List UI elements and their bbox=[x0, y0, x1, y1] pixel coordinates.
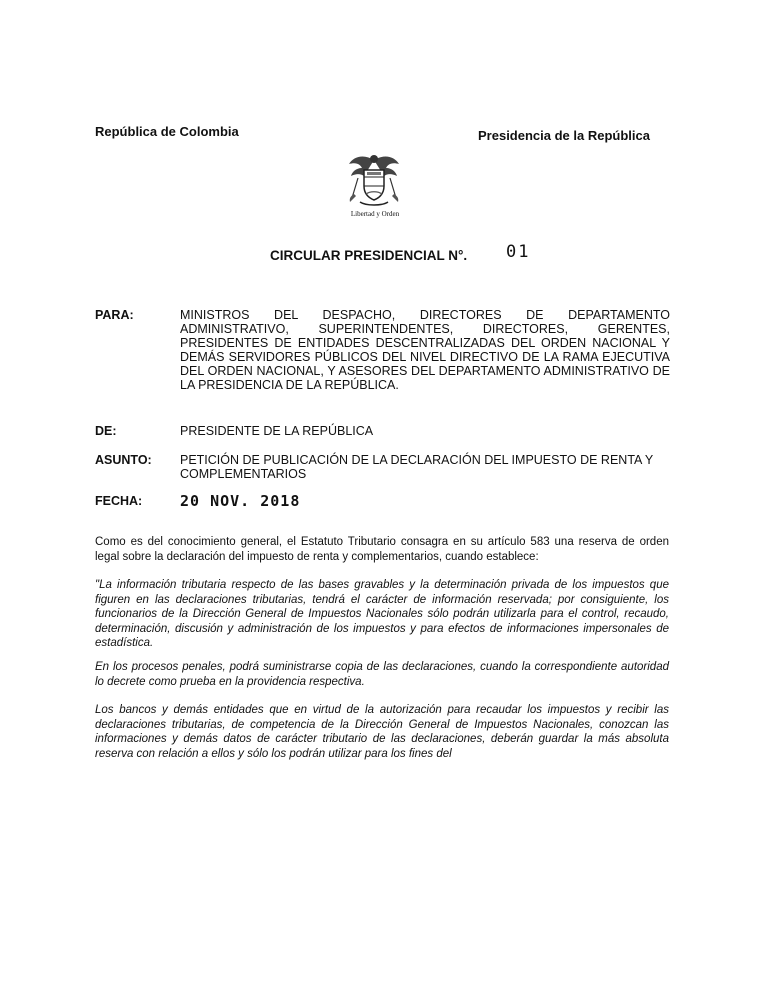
fecha-label: FECHA: bbox=[95, 494, 143, 508]
asunto-label: ASUNTO: bbox=[95, 453, 152, 467]
de-value: PRESIDENTE DE LA REPÚBLICA bbox=[180, 424, 374, 438]
circular-number: 01 bbox=[506, 242, 531, 262]
body-paragraph-intro: Como es del conocimiento general, el Estatuto Tributario consagra en su artículo 583 una reserva de orden legal sobre la declaración del impuesto de renta y complementarios, cuando establece: bbox=[95, 536, 669, 563]
de-label: DE: bbox=[95, 424, 117, 438]
body-paragraph-quote-1: "La información tributaria respecto de las bases gravables y la determinación privada de los impuestos que figuren en las declaraciones tributarias, tendrá el carácter de información reservada; por consiguiente, los funcionarios de la Dirección General de Impuestos Nacionales sólo podrán utilizarla para el control, recaudo, determinación, discusión y administración de los impuestos y para efectos de informaciones impersonales de estadística. bbox=[95, 579, 669, 649]
para-label: PARA: bbox=[95, 308, 134, 322]
seal-motto: Libertad y Orden bbox=[350, 210, 400, 218]
body-paragraph-quote-3: Los bancos y demás entidades que en virtud de la autorización para recaudar los impuestos y recibir las declaraciones tributarias, de competencia de la Dirección General de Impuestos Nacionales, conozcan las informaciones y demás datos de carácter tributario de las declaraciones, deberán guardar la más absoluta reserva con relación a ellos y sólo los podrán utilizar para los fines del bbox=[95, 704, 669, 760]
body-paragraph-quote-2: En los procesos penales, podrá suministrarse copia de las declaraciones, cuando la correspondiente autoridad lo decrete como prueba en la providencia respectiva. bbox=[95, 661, 669, 688]
date-stamp: 20 NOV. 2018 bbox=[180, 492, 301, 510]
page-title: CIRCULAR PRESIDENCIAL N°. bbox=[270, 248, 468, 263]
para-value: MINISTROS DEL DESPACHO, DIRECTORES DE DEPARTAMENTO ADMINISTRATIVO, SUPERINTENDENTES, DIRECTORES, GERENTES, PRESIDENTES DE ENTIDADES DESCENTRALIZADAS DEL ORDEN NACIONAL Y DEMÁS SERVIDORES PÚBLICOS DEL NIVEL DIRECTIVO DE LA RAMA EJECUTIVA DEL ORDEN NACIONAL, Y ASESORES DEL DEPARTAMENTO ADMINISTRATIVO DE LA PRESIDENCIA DE LA REPÚBLICA. bbox=[180, 308, 670, 392]
header-country: República de Colombia bbox=[95, 124, 239, 139]
header-presidency: Presidencia de la República bbox=[478, 128, 650, 143]
asunto-value: PETICIÓN DE PUBLICACIÓN DE LA DECLARACIÓN DEL IMPUESTO DE RENTA Y COMPLEMENTARIOS bbox=[180, 453, 654, 481]
